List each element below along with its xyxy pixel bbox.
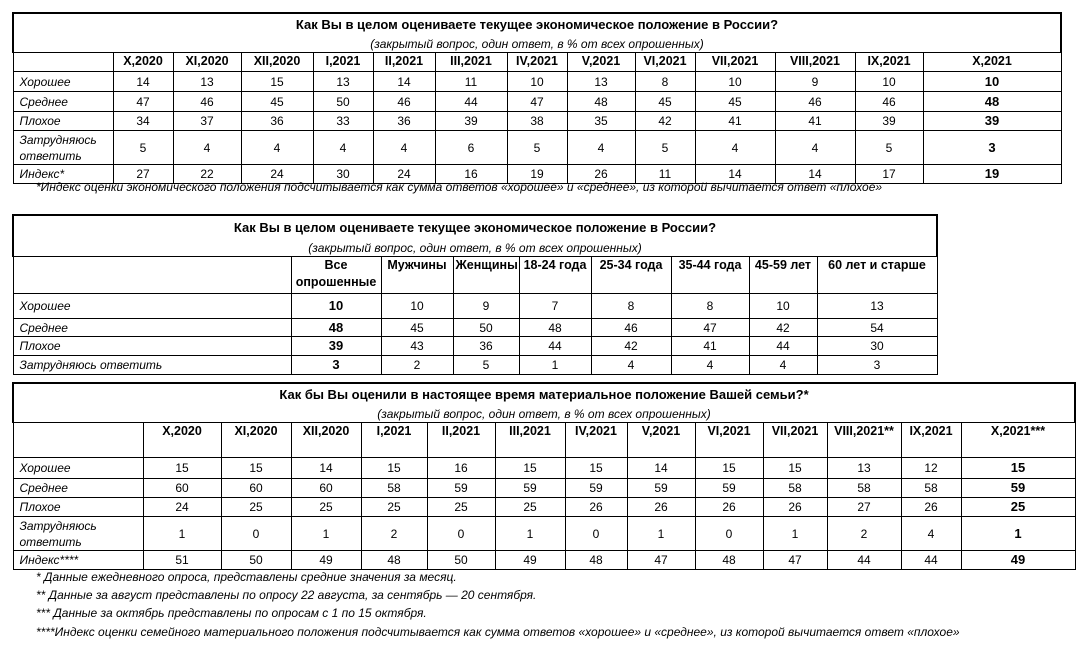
table-cell: 49 <box>291 551 361 570</box>
column-header: XII,2020 <box>241 53 313 72</box>
table-cell: 42 <box>591 337 671 356</box>
table-cell: 59 <box>961 479 1075 498</box>
table-cell: 35 <box>567 112 635 131</box>
column-header: X,2020 <box>113 53 173 72</box>
table-cell: 13 <box>567 72 635 92</box>
table-cell: 10 <box>381 294 453 319</box>
table-row <box>13 458 1075 479</box>
table-cell: 16 <box>427 458 495 479</box>
table-cell: 45 <box>695 92 775 112</box>
column-header: X,2021 <box>923 53 1061 72</box>
table-cell: 46 <box>775 92 855 112</box>
table-cell: 15 <box>961 458 1075 479</box>
table-cell: 26 <box>567 165 635 184</box>
table-cell: 59 <box>495 479 565 498</box>
column-header: VIII,2021 <box>775 53 855 72</box>
table-cell: 11 <box>635 165 695 184</box>
table-cell: 45 <box>635 92 695 112</box>
table3-footnote-1: * Данные ежедневного опроса, представлены средние значения за месяц. <box>36 570 457 584</box>
table-cell: 59 <box>565 479 627 498</box>
column-header: I,2021 <box>361 423 427 458</box>
column-header: Мужчины <box>381 257 453 294</box>
table-row <box>13 479 1075 498</box>
row-label: Плохое <box>13 337 291 356</box>
table-cell: 41 <box>671 337 749 356</box>
table-cell: 48 <box>923 92 1061 112</box>
table-cell: 5 <box>635 131 695 165</box>
table-cell: 22 <box>173 165 241 184</box>
table-cell: 26 <box>763 498 827 517</box>
table-cell: 5 <box>113 131 173 165</box>
column-header: I,2021 <box>313 53 373 72</box>
table-cell: 7 <box>519 294 591 319</box>
table-cell: 25 <box>427 498 495 517</box>
table-cell: 59 <box>427 479 495 498</box>
table-cell: 8 <box>591 294 671 319</box>
table-cell: 44 <box>435 92 507 112</box>
table-cell: 36 <box>453 337 519 356</box>
table-cell: 50 <box>313 92 373 112</box>
table-row <box>13 551 1075 570</box>
table-cell: 14 <box>775 165 855 184</box>
table-cell: 36 <box>241 112 313 131</box>
table-cell: 27 <box>113 165 173 184</box>
table-cell: 60 <box>221 479 291 498</box>
table-cell: 15 <box>143 458 221 479</box>
table-cell: 25 <box>221 498 291 517</box>
column-header: Все опрошенные <box>291 257 381 294</box>
table-row <box>13 356 937 375</box>
table-cell: 4 <box>313 131 373 165</box>
table-row <box>13 92 1061 112</box>
table-cell: 44 <box>901 551 961 570</box>
table-cell: 1 <box>495 517 565 551</box>
row-label: Среднее <box>13 479 143 498</box>
row-label: Плохое <box>13 112 113 131</box>
table3-footnote-4: ****Индекс оценки семейного материального положения подсчитывается как сумма ответов «хорошее» и «среднее», из которой вычитается ответ «плохое» <box>36 625 960 639</box>
column-header: IV,2021 <box>565 423 627 458</box>
table-cell: 13 <box>827 458 901 479</box>
table-row <box>13 72 1061 92</box>
table-cell: 1 <box>143 517 221 551</box>
row-label: Индекс* <box>13 165 113 184</box>
table-cell: 14 <box>627 458 695 479</box>
subtitle-row <box>13 240 937 257</box>
table-cell: 47 <box>763 551 827 570</box>
column-header: 60 лет и старше <box>817 257 937 294</box>
table-cell: 10 <box>855 72 923 92</box>
table-row <box>13 498 1075 517</box>
table-cell: 10 <box>749 294 817 319</box>
table-cell: 11 <box>435 72 507 92</box>
column-header: X,2020 <box>143 423 221 458</box>
table-cell: 46 <box>173 92 241 112</box>
row-label: Затрудняюсь ответить <box>13 131 113 165</box>
table-cell: 13 <box>313 72 373 92</box>
column-header: III,2021 <box>495 423 565 458</box>
table-cell: 15 <box>565 458 627 479</box>
table-cell: 25 <box>495 498 565 517</box>
column-header: VIII,2021** <box>827 423 901 458</box>
table-cell: 46 <box>591 319 671 337</box>
table-cell: 39 <box>435 112 507 131</box>
column-header: VI,2021 <box>695 423 763 458</box>
table-cell: 13 <box>173 72 241 92</box>
table-cell: 26 <box>565 498 627 517</box>
table-cell: 39 <box>291 337 381 356</box>
table-cell: 46 <box>855 92 923 112</box>
column-header: XI,2020 <box>221 423 291 458</box>
table-cell: 44 <box>827 551 901 570</box>
table-cell: 50 <box>427 551 495 570</box>
title-row <box>13 13 1061 36</box>
table-cell: 15 <box>221 458 291 479</box>
table-cell: 25 <box>361 498 427 517</box>
table-cell: 8 <box>635 72 695 92</box>
table-cell: 2 <box>827 517 901 551</box>
column-header: IX,2021 <box>855 53 923 72</box>
column-header: II,2021 <box>427 423 495 458</box>
table-row <box>13 112 1061 131</box>
column-header: II,2021 <box>373 53 435 72</box>
table-cell: 6 <box>435 131 507 165</box>
table-row <box>13 517 1075 551</box>
table-cell: 47 <box>507 92 567 112</box>
column-header: VII,2021 <box>763 423 827 458</box>
table-cell: 48 <box>291 319 381 337</box>
table-cell: 58 <box>901 479 961 498</box>
row-label: Индекс**** <box>13 551 143 570</box>
title-row <box>13 383 1075 406</box>
header-row <box>13 423 1075 458</box>
table-cell: 49 <box>495 551 565 570</box>
header-empty-cell <box>13 53 113 72</box>
column-header: VI,2021 <box>635 53 695 72</box>
table-cell: 48 <box>695 551 763 570</box>
table-cell: 3 <box>923 131 1061 165</box>
table-cell: 42 <box>749 319 817 337</box>
table-cell: 48 <box>565 551 627 570</box>
table-cell: 24 <box>373 165 435 184</box>
table-cell: 25 <box>961 498 1075 517</box>
table-cell: 30 <box>313 165 373 184</box>
row-label: Среднее <box>13 319 291 337</box>
row-label: Плохое <box>13 498 143 517</box>
row-label: Среднее <box>13 92 113 112</box>
table-cell: 24 <box>143 498 221 517</box>
table-cell: 15 <box>763 458 827 479</box>
row-label: Хорошее <box>13 294 291 319</box>
column-header: VII,2021 <box>695 53 775 72</box>
table-title: Как Вы в целом оцениваете текущее экономическое положение в России? <box>13 13 1061 36</box>
table-cell: 4 <box>671 356 749 375</box>
column-header: III,2021 <box>435 53 507 72</box>
table-cell: 8 <box>671 294 749 319</box>
table-cell: 58 <box>763 479 827 498</box>
table-cell: 48 <box>361 551 427 570</box>
column-header: 25-34 года <box>591 257 671 294</box>
table-cell: 0 <box>221 517 291 551</box>
table-cell: 0 <box>565 517 627 551</box>
table-cell: 17 <box>855 165 923 184</box>
table-cell: 4 <box>749 356 817 375</box>
table-cell: 3 <box>291 356 381 375</box>
table-cell: 37 <box>173 112 241 131</box>
table-cell: 4 <box>241 131 313 165</box>
family-material-situation-table <box>12 382 1076 570</box>
table-cell: 0 <box>695 517 763 551</box>
table-cell: 54 <box>817 319 937 337</box>
title-row <box>13 215 937 240</box>
table-cell: 47 <box>113 92 173 112</box>
table-cell: 15 <box>495 458 565 479</box>
header-empty-cell <box>13 423 143 458</box>
table-cell: 14 <box>373 72 435 92</box>
table-cell: 30 <box>817 337 937 356</box>
column-header: V,2021 <box>567 53 635 72</box>
row-label: Хорошее <box>13 458 143 479</box>
table-cell: 10 <box>291 294 381 319</box>
row-label: Затрудняюсь ответить <box>13 517 143 551</box>
table-cell: 1 <box>763 517 827 551</box>
table3-footnote-2: ** Данные за август представлены по опросу 22 августа, за сентябрь — 20 сентября. <box>36 588 537 602</box>
table-cell: 5 <box>855 131 923 165</box>
table-cell: 1 <box>291 517 361 551</box>
table-row <box>13 294 937 319</box>
column-header: 45-59 лет <box>749 257 817 294</box>
table-row <box>13 337 937 356</box>
table-cell: 1 <box>519 356 591 375</box>
table-cell: 25 <box>291 498 361 517</box>
table-cell: 24 <box>241 165 313 184</box>
table-cell: 60 <box>291 479 361 498</box>
table-subtitle: (закрытый вопрос, один ответ, в % от всех опрошенных) <box>13 240 937 257</box>
column-header: 18-24 года <box>519 257 591 294</box>
table-cell: 26 <box>627 498 695 517</box>
table-cell: 41 <box>695 112 775 131</box>
table-cell: 59 <box>695 479 763 498</box>
table-cell: 5 <box>453 356 519 375</box>
header-row <box>13 257 937 294</box>
table-cell: 50 <box>221 551 291 570</box>
table-cell: 14 <box>291 458 361 479</box>
header-row <box>13 53 1061 72</box>
column-header: X,2021*** <box>961 423 1075 458</box>
table-cell: 12 <box>901 458 961 479</box>
economic-situation-dynamics-table <box>12 12 1062 184</box>
table-cell: 10 <box>507 72 567 92</box>
table-cell: 39 <box>923 112 1061 131</box>
table-cell: 2 <box>381 356 453 375</box>
column-header: IX,2021 <box>901 423 961 458</box>
table-row <box>13 319 937 337</box>
column-header: V,2021 <box>627 423 695 458</box>
column-header: 35-44 года <box>671 257 749 294</box>
column-header: XI,2020 <box>173 53 241 72</box>
header-empty-cell <box>13 257 291 294</box>
economic-situation-demographics-table <box>12 214 938 375</box>
subtitle-row <box>13 36 1061 53</box>
table-cell: 4 <box>591 356 671 375</box>
table-cell: 44 <box>749 337 817 356</box>
table-cell: 2 <box>361 517 427 551</box>
table-subtitle: (закрытый вопрос, один ответ, в % от всех опрошенных) <box>13 36 1061 53</box>
column-header: Женщины <box>453 257 519 294</box>
table-cell: 48 <box>519 319 591 337</box>
table-cell: 47 <box>627 551 695 570</box>
table-cell: 39 <box>855 112 923 131</box>
table-cell: 34 <box>113 112 173 131</box>
table-cell: 45 <box>241 92 313 112</box>
table-cell: 0 <box>427 517 495 551</box>
table-cell: 1 <box>961 517 1075 551</box>
table-cell: 49 <box>961 551 1075 570</box>
table-cell: 36 <box>373 112 435 131</box>
table-cell: 26 <box>901 498 961 517</box>
table-cell: 4 <box>567 131 635 165</box>
table-cell: 27 <box>827 498 901 517</box>
table-cell: 58 <box>827 479 901 498</box>
table-cell: 19 <box>507 165 567 184</box>
table-title: Как Вы в целом оцениваете текущее экономическое положение в России? <box>13 215 937 240</box>
table-cell: 10 <box>695 72 775 92</box>
table-cell: 43 <box>381 337 453 356</box>
table-cell: 47 <box>671 319 749 337</box>
table-cell: 38 <box>507 112 567 131</box>
table-cell: 15 <box>241 72 313 92</box>
row-label: Затрудняюсь ответить <box>13 356 291 375</box>
table-cell: 13 <box>817 294 937 319</box>
table-cell: 16 <box>435 165 507 184</box>
table3-footnote-3: *** Данные за октябрь представлены по опросам с 1 по 15 октября. <box>36 606 427 620</box>
table-cell: 59 <box>627 479 695 498</box>
column-header: IV,2021 <box>507 53 567 72</box>
table-cell: 51 <box>143 551 221 570</box>
table-cell: 4 <box>901 517 961 551</box>
table-cell: 41 <box>775 112 855 131</box>
table-subtitle: (закрытый вопрос, один ответ, в % от всех опрошенных) <box>13 406 1075 423</box>
table-cell: 26 <box>695 498 763 517</box>
table-cell: 15 <box>361 458 427 479</box>
table1-footnote: *Индекс оценки экономического положения подсчитывается как сумма ответов «хорошее» и «среднее», из которой вычитается ответ «плохое» <box>36 180 883 194</box>
table-cell: 10 <box>923 72 1061 92</box>
table-cell: 44 <box>519 337 591 356</box>
table-title: Как бы Вы оценили в настоящее время материальное положение Вашей семьи?* <box>13 383 1075 406</box>
table-cell: 19 <box>923 165 1061 184</box>
column-header: XII,2020 <box>291 423 361 458</box>
table-cell: 4 <box>373 131 435 165</box>
table-cell: 48 <box>567 92 635 112</box>
table-cell: 9 <box>775 72 855 92</box>
table-cell: 4 <box>695 131 775 165</box>
table-cell: 14 <box>695 165 775 184</box>
table-row <box>13 131 1061 165</box>
table-cell: 33 <box>313 112 373 131</box>
table-cell: 14 <box>113 72 173 92</box>
subtitle-row <box>13 406 1075 423</box>
table-cell: 3 <box>817 356 937 375</box>
table-cell: 42 <box>635 112 695 131</box>
table-cell: 50 <box>453 319 519 337</box>
table-cell: 46 <box>373 92 435 112</box>
table-cell: 1 <box>627 517 695 551</box>
table-cell: 4 <box>173 131 241 165</box>
table-cell: 45 <box>381 319 453 337</box>
table-cell: 58 <box>361 479 427 498</box>
table-cell: 15 <box>695 458 763 479</box>
table-cell: 60 <box>143 479 221 498</box>
table-cell: 4 <box>775 131 855 165</box>
table-cell: 5 <box>507 131 567 165</box>
row-label: Хорошее <box>13 72 113 92</box>
table-cell: 9 <box>453 294 519 319</box>
